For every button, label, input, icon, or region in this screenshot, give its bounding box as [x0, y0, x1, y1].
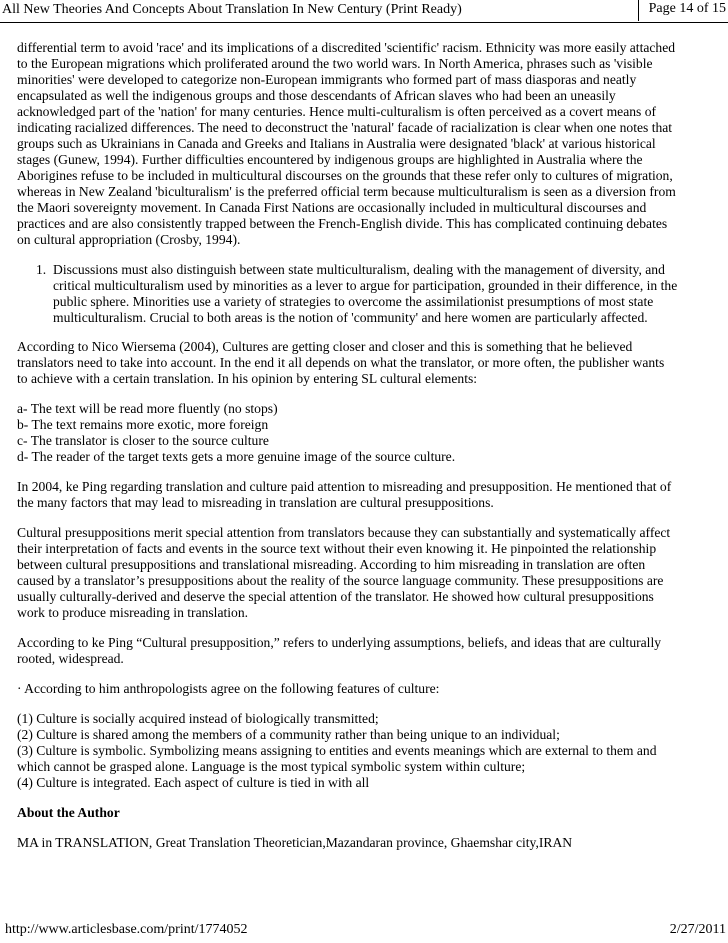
paragraph-wiersema [17, 339, 717, 387]
text-line: acknowledged part of the 'nation' for many centuries. Hence multi-culturalism is often perceived as a covert means of [17, 104, 657, 119]
culture-features-list [17, 711, 717, 791]
numbered-list-item [17, 262, 717, 326]
paragraph-cultural-presuppositions [17, 525, 717, 621]
paragraph-ke-ping-2004 [17, 479, 717, 511]
text-line: rooted, widespread. [17, 651, 124, 666]
text-line: usually culturally-derived and deserve the special attention of the translator. He showed how cultural presuppositions [17, 589, 654, 604]
text-line: caused by a translator’s presuppositions about the reality of the source language community. These presuppositions are [17, 573, 664, 588]
text-line: minorities' were developed to categorize non-European immigrants who formed part of mass diasporas and neatly [17, 72, 637, 87]
text-line: work to produce misreading in translation. [17, 605, 249, 620]
text-line: indicating racialized differences. The need to deconstruct the 'natural' facade of racialization is clear when one notes that [17, 120, 673, 135]
list-item: d- The reader of the target texts gets a more genuine image of the source culture. [17, 449, 456, 464]
text-line: their interpretation of facts and events in the source text without their even knowing it. He pinpointed the relationship [17, 541, 657, 556]
text-line: In 2004, ke Ping regarding translation and culture paid attention to misreading and presupposition. He mentioned that of [17, 479, 672, 494]
list-item: b- The text remains more exotic, more foreign [17, 417, 269, 432]
about-author-heading: About the Author [17, 805, 120, 820]
text-line: the many factors that may lead to misreading in translation are cultural presuppositions. [17, 495, 494, 510]
list-item: (4) Culture is integrated. Each aspect of culture is tied in with all [17, 775, 370, 790]
text-line: Cultural presuppositions merit special attention from translators because they can substantially and systematically affect [17, 525, 671, 540]
text-line: practices and are also consistently trapped between the French-English divide. This has complicated continuing debates [17, 216, 668, 231]
sl-elements-list [17, 401, 717, 465]
footer-date: 2/27/2011 [669, 922, 726, 937]
paragraph-presupposition-definition [17, 635, 717, 667]
list-item: (2) Culture is shared among the members of a community rather than being unique to an individual; [17, 727, 560, 742]
text-line: public sphere. Minorities use a variety of strategies to overcome the assimilationist presumptions of most state [53, 294, 654, 309]
text-line: to achieve with a certain translation. In his opinion by entering SL cultural elements: [17, 371, 478, 386]
text-line: According to Nico Wiersema (2004), Cultures are getting closer and closer and this is something that he believed [17, 339, 633, 354]
text-line: stages (Gunew, 1994). Further difficulties encountered by indigenous groups are highlighted in Australia where the [17, 152, 643, 167]
text-line: encapsulated as well the indigenous groups and those descendants of African slaves who had been an uneasily [17, 88, 616, 103]
footer-url: http://www.articlesbase.com/print/1774052 [5, 922, 248, 937]
list-item: c- The translator is closer to the source culture [17, 433, 269, 448]
text-line: the Maori sovereignty movement. In Canada First Nations are occasionally included in multicultural discourses and [17, 200, 647, 215]
text-line: Aborigines refuse to be included in multicultural discourses on the grounds that these refer only to cultures of migration, [17, 168, 673, 183]
list-item: a- The text will be read more fluently (no stops) [17, 401, 278, 416]
text-line: to the European migrations which proliferated around the two world wars. In North America, phrases such as 'visible [17, 56, 653, 71]
text-line: multiculturalism. Crucial to both areas is the notion of 'community' and here women are particularly affected. [53, 310, 648, 325]
list-number: 1. [36, 262, 47, 277]
text-line: According to ke Ping “Cultural presupposition,” refers to underlying assumptions, beliefs, and ideas that are culturally [17, 635, 662, 650]
list-item: (1) Culture is socially acquired instead of biologically transmitted; [17, 711, 379, 726]
article-body [17, 40, 717, 865]
text-line: groups such as Ukrainians in Canada and Greeks and Italians in Australia were designated 'black' at various historical [17, 136, 656, 151]
text-line: between cultural presuppositions and translational misreading. According to him misreading in translation are often [17, 557, 646, 572]
page-header [0, 0, 728, 23]
text-line: whereas in New Zealand 'biculturalism' is the preferred official term because multiculturalism is seen as a diversion from [17, 184, 676, 199]
text-line: differential term to avoid 'race' and its implications of a discredited 'scientific' racism. Ethnicity was more easily attached [17, 40, 676, 55]
paragraph-anthropologists [17, 681, 717, 697]
text-line: on cultural appropriation (Crosby, 1994). [17, 232, 241, 247]
text-line: critical multiculturalism used by minorities as a lever to argue for participation, grounded in their difference, in the [53, 278, 678, 293]
document-title: All New Theories And Concepts About Translation In New Century (Print Ready) [2, 2, 462, 17]
paragraph-multiculturalism [17, 40, 717, 248]
page-number: Page 14 of 15 [638, 0, 728, 21]
list-item: (3) Culture is symbolic. Symbolizing means assigning to entities and events meanings which are external to them and [17, 743, 657, 758]
about-author-text: MA in TRANSLATION, Great Translation Theoretician,Mazandaran province, Ghaemshar city,IRAN [17, 835, 573, 850]
list-item: which cannot be grasped alone. Language is the most typical symbolic system within culture; [17, 759, 526, 774]
text-line: translators need to take into account. In the end it all depends on what the translator, or more often, the publisher wants [17, 355, 665, 370]
text-line: Discussions must also distinguish between state multiculturalism, dealing with the management of diversity, and [53, 262, 665, 277]
text-line: · According to him anthropologists agree on the following features of culture: [17, 681, 440, 696]
